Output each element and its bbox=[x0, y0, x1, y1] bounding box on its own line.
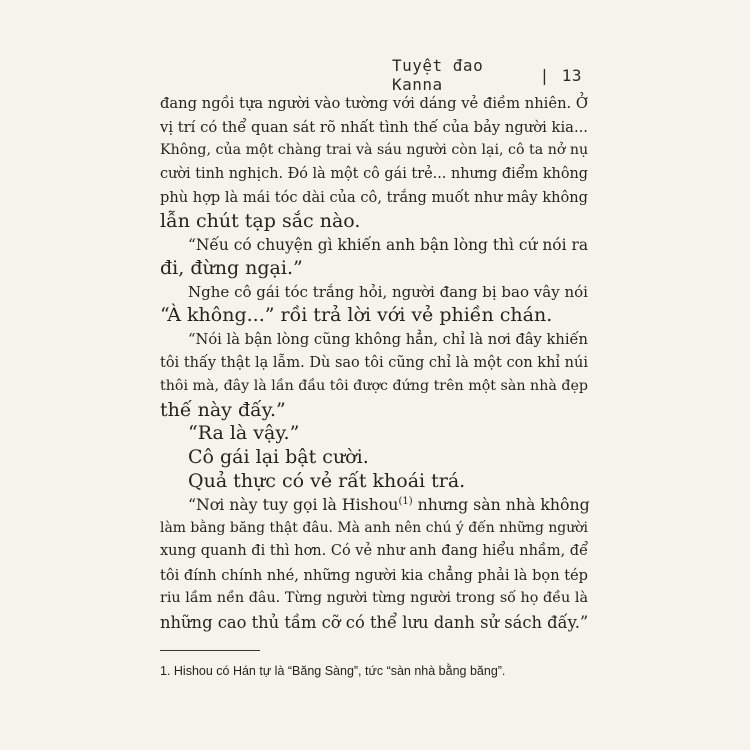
footnote-divider bbox=[160, 650, 260, 651]
text-line: tôi đính chính nhé, những người kia chẳng phải là bọn tép bbox=[160, 566, 588, 584]
footnote: 1. Hishou có Hán tự là “Băng Sàng”, tức “sàn nhà bằng băng”. bbox=[160, 664, 506, 678]
page-number: 13 bbox=[561, 65, 582, 85]
running-header bbox=[392, 56, 582, 94]
header-separator: | bbox=[539, 65, 550, 85]
text-line: “À không...” rồi trả lời với vẻ phiền chán. bbox=[160, 304, 553, 327]
text-line: đi, đừng ngại.” bbox=[160, 257, 303, 280]
text-line: “Nói là bận lòng cũng không hẳn, chỉ là nơi đây khiến bbox=[188, 330, 588, 348]
text-line: thế này đấy.” bbox=[160, 398, 286, 421]
text-line: riu lầm nền đâu. Từng người từng người trong số họ đều là bbox=[160, 590, 588, 607]
text-line: những cao thủ tầm cỡ có thể lưu danh sử sách đấy.” bbox=[160, 613, 589, 633]
text-line: thôi mà, đây là lần đầu tôi được đứng trên một sàn nhà đẹp bbox=[160, 378, 589, 395]
book-title: Tuyệt đao Kanna bbox=[392, 56, 484, 94]
text-line: “Ra là vậy.” bbox=[188, 422, 300, 445]
text-line: xung quanh đi thì hơn. Có vẻ như anh đang hiểu nhầm, để bbox=[160, 543, 588, 560]
text-line: lẫn chút tạp sắc nào. bbox=[160, 209, 361, 232]
text-line: làm bằng băng thật đâu. Mà anh nên chú ý đến những người bbox=[160, 519, 588, 536]
text-line: vị trí có thể quan sát rõ nhất tình thế của bảy người kia... bbox=[160, 118, 588, 136]
text-line: “Nếu có chuyện gì khiến anh bận lòng thì cứ nói ra bbox=[188, 235, 588, 254]
text-line-with-footnote bbox=[160, 493, 588, 517]
text-line: tôi thấy thật lạ lẫm. Dù sao tôi cũng chỉ là một con khỉ núi bbox=[160, 354, 588, 371]
text-line: cười tinh nghịch. Đó là một cô gái trẻ... nhưng điểm không bbox=[160, 165, 588, 182]
text-line: Cô gái lại bật cười. bbox=[188, 445, 369, 468]
footnote-marker: (1) bbox=[398, 495, 413, 507]
text-line: Nghe cô gái tóc trắng hỏi, người đang bị bao vây nói bbox=[188, 282, 588, 301]
text-line: đang ngồi tựa người vào tường với dáng vẻ điềm nhiên. Ở bbox=[160, 95, 588, 112]
text-fragment: nhưng sàn nhà không bbox=[412, 495, 590, 515]
body-text bbox=[160, 92, 588, 635]
text-fragment: “Nơi này tuy gọi là Hishou bbox=[188, 495, 399, 515]
text-line: Quả thực có vẻ rất khoái trá. bbox=[188, 469, 466, 492]
text-line: Không, của một chàng trai và sáu người còn lại, cô ta nở nụ bbox=[160, 142, 589, 159]
text-line: phù hợp là mái tóc dài của cô, trắng muốt như mây không bbox=[160, 189, 588, 207]
